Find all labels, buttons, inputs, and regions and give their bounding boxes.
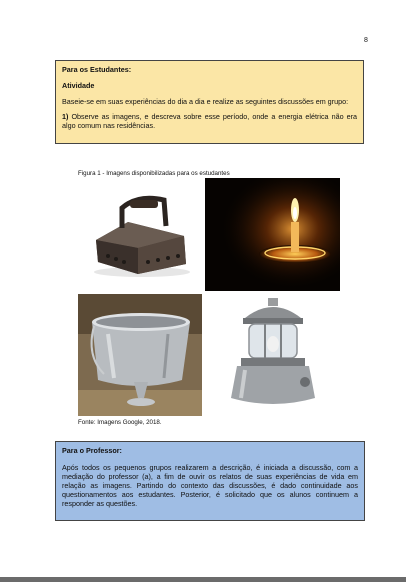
activity-question xyxy=(62,112,357,130)
kerosene-lantern-image xyxy=(205,294,340,416)
figure-caption: Figura 1 - Imagens disponibilizadas para os estudantes xyxy=(78,170,230,177)
students-box-title: Para os Estudantes: xyxy=(62,65,132,74)
page-number: 8 xyxy=(364,37,368,44)
teacher-box-title: Para o Professor: xyxy=(62,446,122,455)
question-number: 1) xyxy=(62,112,69,121)
students-activity-box xyxy=(55,60,364,144)
question-text: Observe as imagens, e descreva sobre esse período, onde a energia elétrica não era algo comum nas residências. xyxy=(62,112,357,130)
bottom-bar xyxy=(0,577,406,582)
aluminum-pot-image xyxy=(78,294,202,416)
teacher-box xyxy=(55,441,365,521)
teacher-box-text: Após todos os pequenos grupos realizarem a descrição, é iniciada a discussão, com a mediação do professor (a), a fim de ouvir os relatos de suas experiências de vida em relação as imagens. Partindo do contexto das discussões, é dado continuidade aos questionamentos aos estudantes. Posterior, é solicitado que os alunos continuem a responder as questões. xyxy=(62,463,358,508)
activity-heading: Atividade xyxy=(62,81,95,90)
old-charcoal-iron-image xyxy=(78,178,202,291)
figure-source: Fonte: Imagens Google, 2018. xyxy=(78,419,162,426)
activity-intro: Baseie-se em suas experiências do dia a dia e realize as seguintes discussões em grupo: xyxy=(62,97,349,106)
lit-candle-image xyxy=(205,178,340,291)
